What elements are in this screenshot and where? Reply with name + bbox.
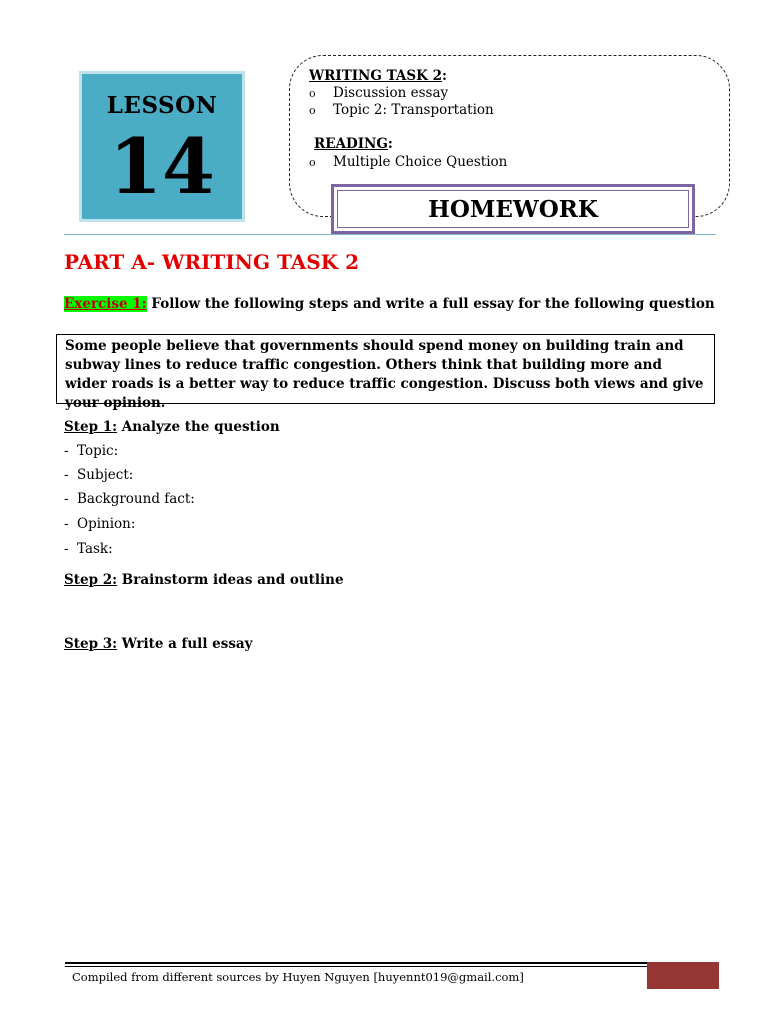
analysis-item-opinion: - Opinion: [64,516,136,532]
reading-heading: READING: [314,136,393,152]
footer-credit: Compiled from different sources by Huyen Nguyen [huyennt019@gmail.com] [72,970,524,984]
writing-task-heading: WRITING TASK 2: [309,68,447,84]
step-2: Step 2: Brainstorm ideas and outline [64,572,344,588]
homework-label: HOMEWORK [337,190,689,228]
analysis-item-task: - Task: [64,541,113,557]
lesson-badge [79,71,245,222]
topic-item: o Discussion essay [309,85,449,101]
topic-item: o Multiple Choice Question [309,154,508,170]
analysis-item-background: - Background fact: [64,491,195,507]
exercise-label: Exercise 1: [64,296,147,312]
analysis-item-subject: - Subject: [64,467,134,483]
step-1: Step 1: Analyze the question [64,419,280,435]
footer-page-block [647,962,719,989]
step-3: Step 3: Write a full essay [64,636,253,652]
footer-divider-thin [65,966,647,967]
part-title: PART A- WRITING TASK 2 [64,250,360,274]
header-divider [64,234,716,235]
topic-item: o Topic 2: Transportation [309,102,494,118]
lesson-word: LESSON [106,92,218,119]
exercise-instruction: Follow the following steps and write a full essay for the following question [146,296,715,312]
exercise-line [64,296,715,312]
homework-banner [331,184,695,234]
footer-divider [65,962,647,964]
analysis-item-topic: - Topic: [64,443,119,459]
lesson-number: 14 [109,122,215,211]
essay-question: Some people believe that governments should spend money on building train and subway lines to reduce traffic congestion. Others think that building more and wider roads is a better way to reduce traffic congestion. Discuss both views and give your opinion. [56,334,715,404]
